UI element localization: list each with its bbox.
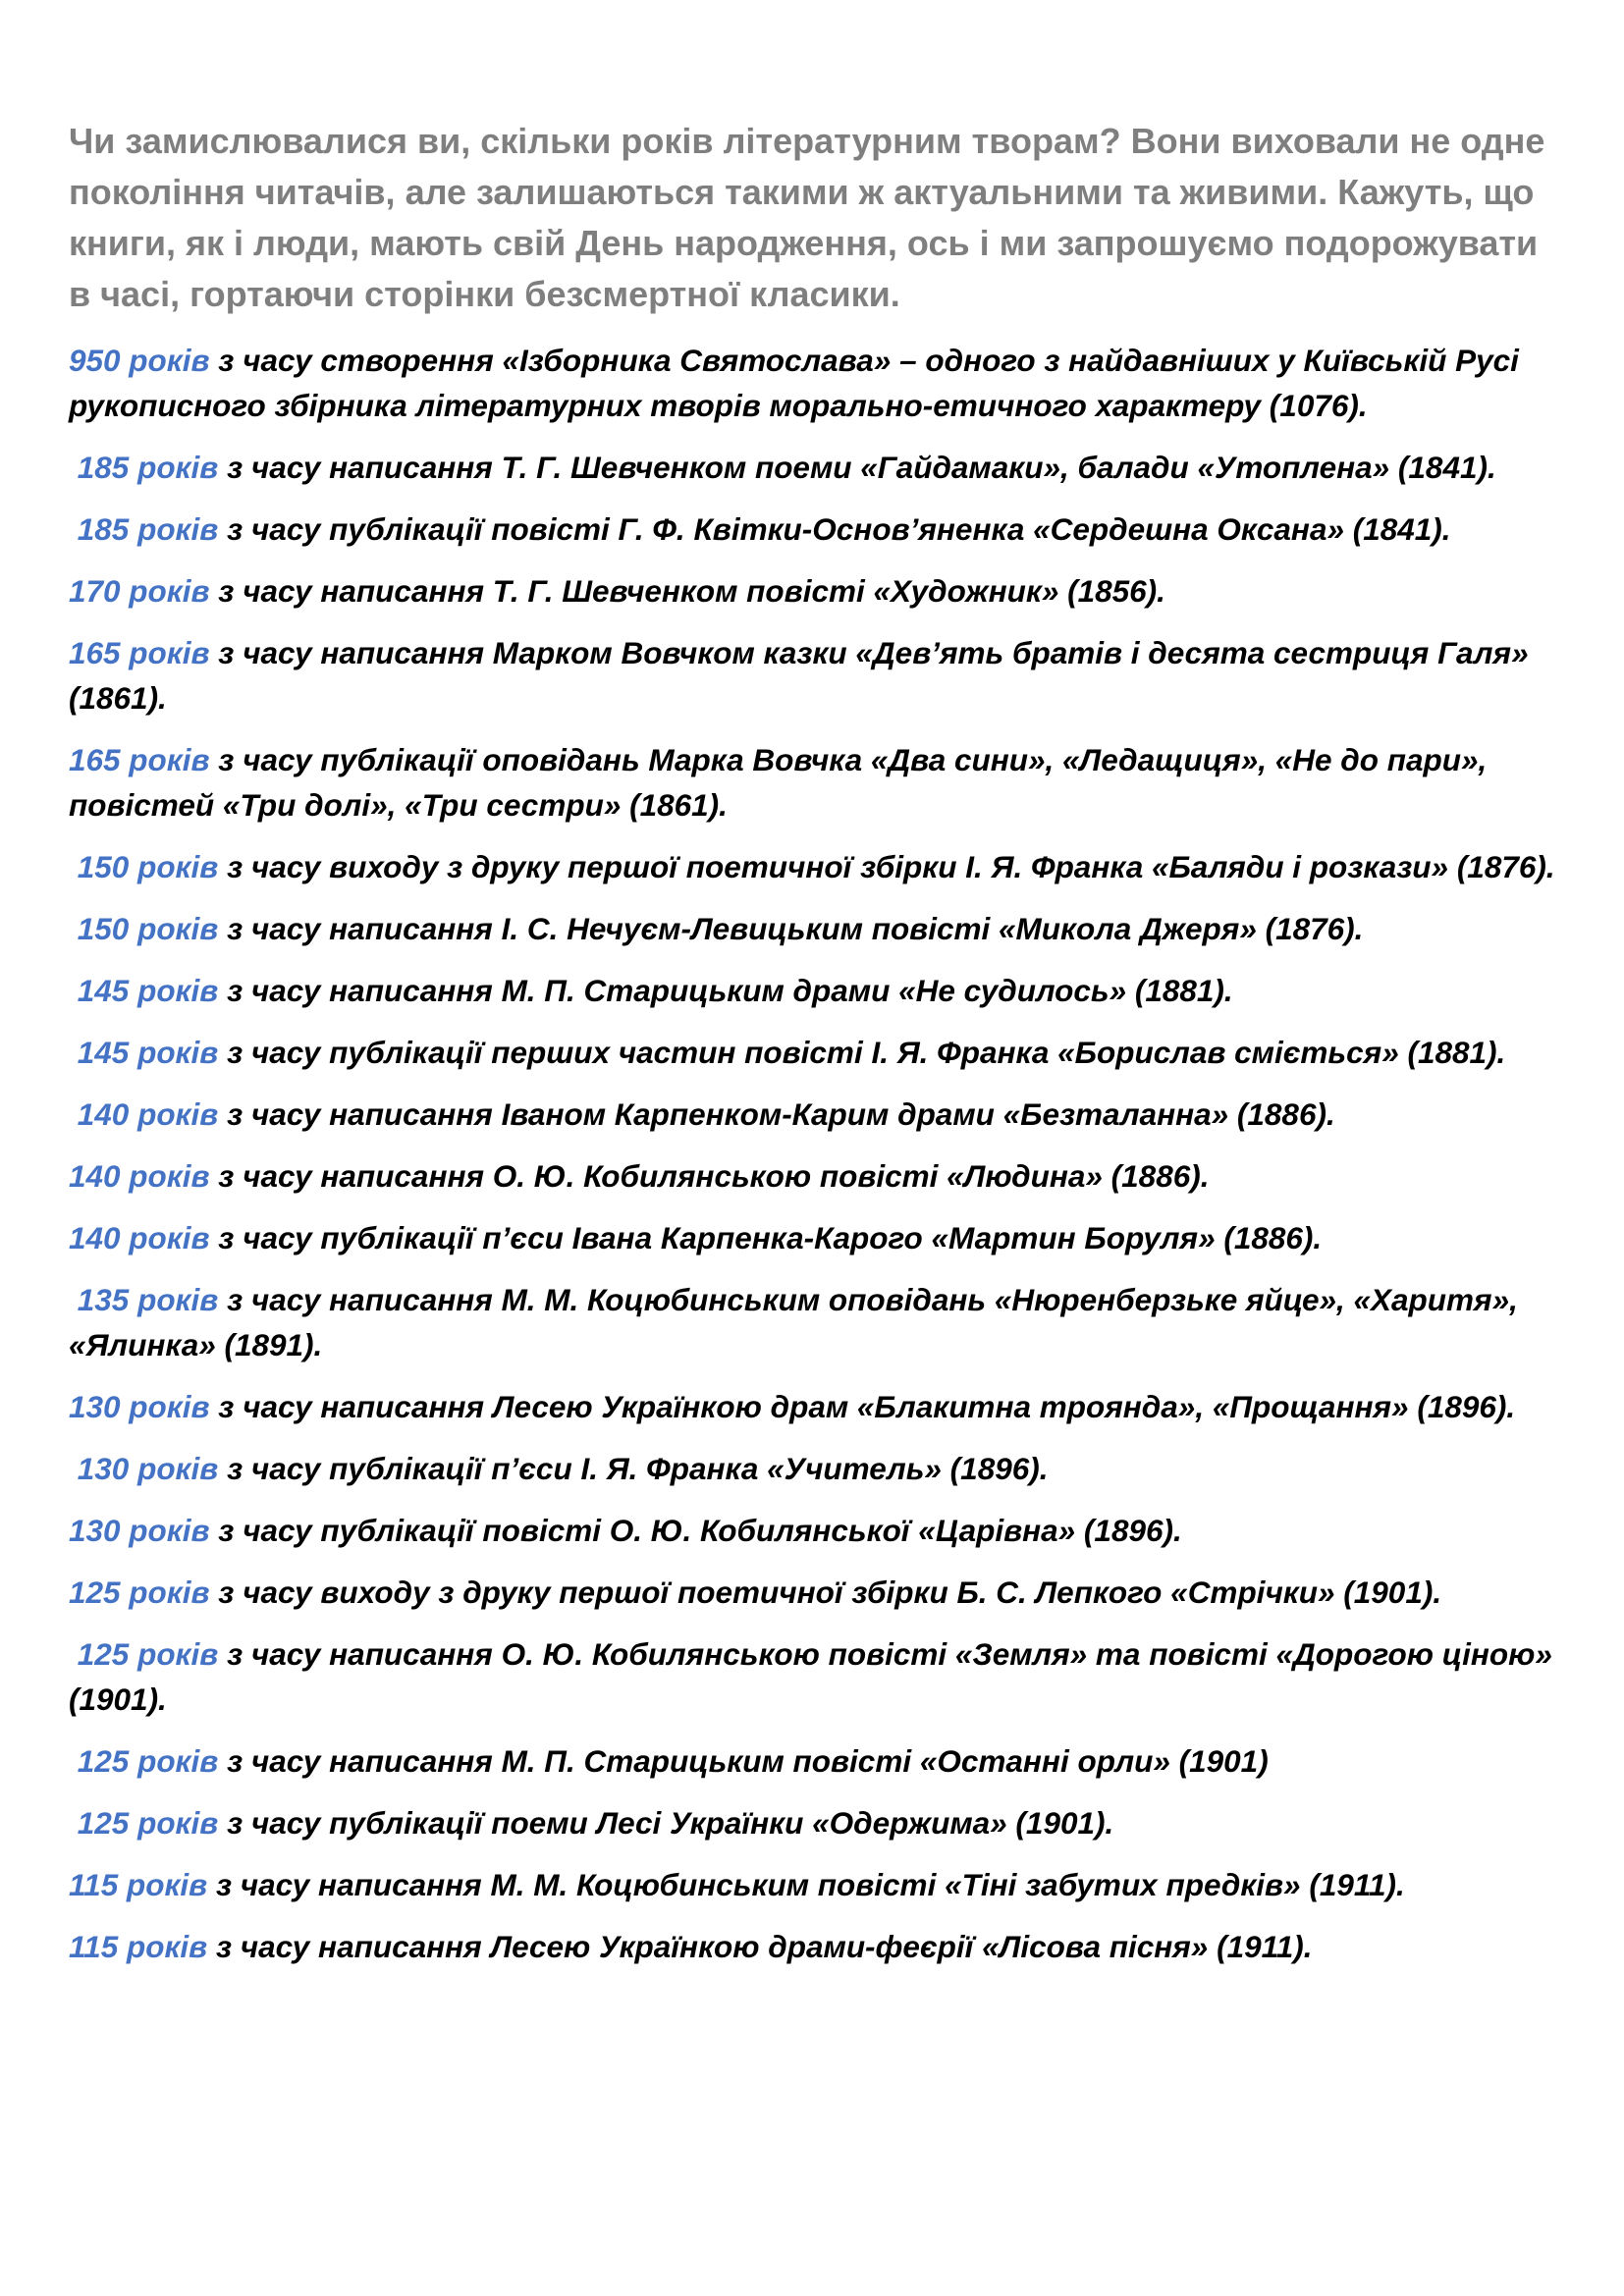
entry-text: з часу написання І. С. Нечуєм-Левицьким повісті «Микола Джеря» (1876). [218,911,1364,946]
entry-text: з часу виходу з друку першої поетичної збірки Б. С. Лепкого «Стрічки» (1901). [209,1575,1442,1610]
entry-text: з часу публікації повісті О. Ю. Кобилянської «Царівна» (1896). [209,1513,1182,1548]
entry-text: з часу написання Т. Г. Шевченком поеми «Гайдамаки», балади «Утоплена» (1841). [218,450,1496,485]
entry-years: 170 років [69,573,210,609]
anniversary-entry [69,1631,1561,1722]
anniversary-entry [69,568,1561,614]
anniversary-entry [69,1570,1561,1615]
anniversary-entry [69,1800,1561,1845]
anniversary-entry [69,1384,1561,1429]
entry-text: з часу написання М. М. Коцюбинським оповідань «Нюренберзьке яйце», «Харитя», «Ялинка» (1891). [69,1282,1518,1362]
anniversary-entry [69,737,1561,828]
entry-text: з часу написання Іваном Карпенком-Карим драми «Безталанна» (1886). [218,1096,1335,1132]
entry-text: з часу написання Т. Г. Шевченком повісті «Художник» (1856). [209,573,1165,609]
anniversary-entry [69,1446,1561,1491]
anniversary-entry [69,844,1561,889]
entry-text: з часу публікації перших частин повісті І. Я. Франка «Борислав сміється» (1881). [218,1035,1506,1070]
entry-text: з часу публікації повісті Г. Ф. Квітки-Основ’яненка «Сердешна Оксана» (1841). [218,511,1451,547]
entry-years: 125 років [69,1575,210,1610]
anniversary-entry [69,1277,1561,1367]
entry-text: з часу публікації оповідань Марка Вовчка «Два сини», «Ледащиця», «Не до пари», повістей «Три долі», «Три сестри» (1861). [69,742,1488,823]
anniversary-entry [69,1153,1561,1199]
entry-years: 185 років [77,511,219,547]
intro-paragraph: Чи замислювалися ви, скільки років літературним творам? Вони виховали не одне покоління читачів, але залишаються такими ж актуальними та живими. Кажуть, що книги, як і люди, мають свій День народження, ось і ми запрошуємо подорожувати в часі, гортаючи сторінки безсмертної класики. [69,121,1545,314]
entry-years: 125 років [77,1805,219,1841]
anniversary-entry [69,1862,1561,1907]
anniversary-entry [69,1738,1561,1784]
entry-text: з часу написання Лесею Українкою драми-феєрії «Лісова пісня» (1911). [207,1929,1313,1964]
anniversary-list [69,338,1561,1969]
anniversary-entry [69,1924,1561,1969]
entry-text: з часу написання Марком Вовчком казки «Дев’ять братів і десята сестриця Галя» (1861). [69,635,1529,716]
entry-text: з часу публікації поеми Лесі Українки «Одержима» (1901). [218,1805,1114,1841]
entry-years: 165 років [69,742,210,777]
entry-text: з часу написання М. П. Старицьким драми «Не судилось» (1881). [218,973,1233,1008]
anniversary-entry [69,1215,1561,1260]
anniversary-entry [69,445,1561,490]
document-page [69,116,1561,1986]
entry-years: 125 років [77,1743,219,1779]
entry-years: 150 років [77,849,219,884]
entry-text: з часу написання О. Ю. Кобилянською повісті «Людина» (1886). [209,1158,1210,1194]
entry-years: 125 років [77,1636,219,1672]
entry-text: з часу виходу з друку першої поетичної збірки І. Я. Франка «Баляди і розкази» (1876). [218,849,1555,884]
entry-text: з часу написання М. П. Старицьким повісті «Останні орли» (1901) [218,1743,1269,1779]
entry-text: з часу створення «Ізборника Святослава» – одного з найдавніших у Київській Русі рукописного збірника літературних творів морально-етичного характеру (1076). [69,343,1519,423]
entry-text: з часу написання Лесею Українкою драм «Блакитна троянда», «Прощання» (1896). [209,1389,1516,1424]
entry-text: з часу публікації п’єси Івана Карпенка-Карого «Мартин Боруля» (1886). [209,1220,1323,1255]
anniversary-entry [69,1508,1561,1553]
anniversary-entry [69,1030,1561,1075]
entry-text: з часу написання О. Ю. Кобилянською повісті «Земля» та повісті «Дорогою ціною» (1901). [69,1636,1552,1717]
entry-years: 150 років [77,911,219,946]
entry-years: 130 років [69,1513,210,1548]
anniversary-entry [69,1092,1561,1137]
entry-text: з часу публікації п’єси І. Я. Франка «Учитель» (1896). [218,1451,1049,1486]
entry-years: 165 років [69,635,210,670]
entry-years: 950 років [69,343,210,378]
entry-years: 145 років [77,1035,219,1070]
entry-years: 135 років [77,1282,219,1317]
entry-years: 140 років [77,1096,219,1132]
anniversary-entry [69,507,1561,552]
anniversary-entry [69,906,1561,951]
anniversary-entry [69,968,1561,1013]
entry-years: 140 років [69,1220,210,1255]
entry-years: 185 років [77,450,219,485]
entry-years: 145 років [77,973,219,1008]
anniversary-entry [69,338,1561,428]
entry-years: 115 років [69,1929,208,1964]
entry-years: 140 років [69,1158,210,1194]
entry-years: 115 років [69,1867,208,1902]
anniversary-entry [69,630,1561,721]
entry-years: 130 років [69,1389,210,1424]
entry-years: 130 років [77,1451,219,1486]
entry-text: з часу написання М. М. Коцюбинським повісті «Тіні забутих предків» (1911). [207,1867,1405,1902]
